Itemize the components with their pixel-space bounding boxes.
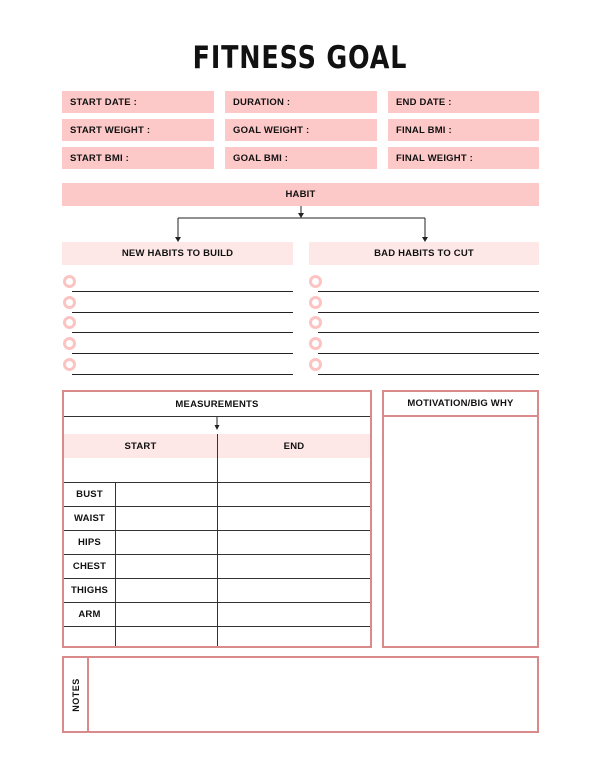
divider	[87, 658, 89, 731]
new-habit-checkbox[interactable]	[63, 275, 76, 288]
divider	[64, 626, 370, 627]
new-habits-header: NEW HABITS TO BUILD	[62, 242, 293, 265]
bad-habit-line[interactable]	[318, 353, 539, 354]
start-bmi-field[interactable]: START BMI :	[62, 147, 214, 169]
bad-habit-checkbox[interactable]	[309, 296, 322, 309]
bad-habit-checkbox[interactable]	[309, 316, 322, 329]
start-column-header: START	[64, 434, 217, 458]
start-date-field[interactable]: START DATE :	[62, 91, 214, 113]
end-column-header: END	[218, 434, 370, 458]
new-habit-checkbox[interactable]	[63, 316, 76, 329]
row-label-hips: HIPS	[78, 537, 101, 548]
notes-panel[interactable]	[62, 656, 539, 733]
motivation-panel[interactable]	[382, 390, 539, 648]
end-date-field[interactable]: END DATE :	[388, 91, 539, 113]
bad-habit-line[interactable]	[318, 312, 539, 313]
new-habit-checkbox[interactable]	[63, 358, 76, 371]
row-label-thighs: THIGHS	[70, 585, 109, 596]
row-label-arm: ARM	[78, 609, 101, 620]
bad-habit-checkbox[interactable]	[309, 337, 322, 350]
bad-habit-checkbox[interactable]	[309, 275, 322, 288]
final-bmi-field[interactable]: FINAL BMI :	[388, 119, 539, 141]
divider	[217, 434, 218, 646]
new-habit-checkbox[interactable]	[63, 296, 76, 309]
new-habit-line[interactable]	[72, 374, 293, 375]
measurements-title: MEASUREMENTS	[175, 398, 259, 410]
final-weight-field[interactable]: FINAL WEIGHT :	[388, 147, 539, 169]
page-title: FITNESS GOAL	[192, 40, 408, 76]
habit-banner: HABIT	[62, 183, 539, 206]
row-label-waist: WAIST	[73, 513, 106, 524]
notes-title: NOTES	[70, 677, 81, 712]
goal-weight-field[interactable]: GOAL WEIGHT :	[225, 119, 377, 141]
bad-habits-header: BAD HABITS TO CUT	[309, 242, 539, 265]
bad-habit-line[interactable]	[318, 332, 539, 333]
new-habit-line[interactable]	[72, 332, 293, 333]
new-habit-line[interactable]	[72, 291, 293, 292]
new-habit-line[interactable]	[72, 312, 293, 313]
duration-field[interactable]: DURATION :	[225, 91, 377, 113]
new-habit-checkbox[interactable]	[63, 337, 76, 350]
bad-habit-line[interactable]	[318, 374, 539, 375]
notes-label-wrap	[64, 658, 87, 731]
row-label-chest: CHEST	[72, 561, 107, 572]
row-label-bust: BUST	[76, 489, 103, 500]
start-weight-field[interactable]: START WEIGHT :	[62, 119, 214, 141]
divider	[64, 416, 370, 417]
motivation-title: MOTIVATION/BIG WHY	[407, 398, 514, 409]
bad-habit-checkbox[interactable]	[309, 358, 322, 371]
goal-bmi-field[interactable]: GOAL BMI :	[225, 147, 377, 169]
new-habit-line[interactable]	[72, 353, 293, 354]
bad-habit-line[interactable]	[318, 291, 539, 292]
divider	[384, 415, 537, 417]
